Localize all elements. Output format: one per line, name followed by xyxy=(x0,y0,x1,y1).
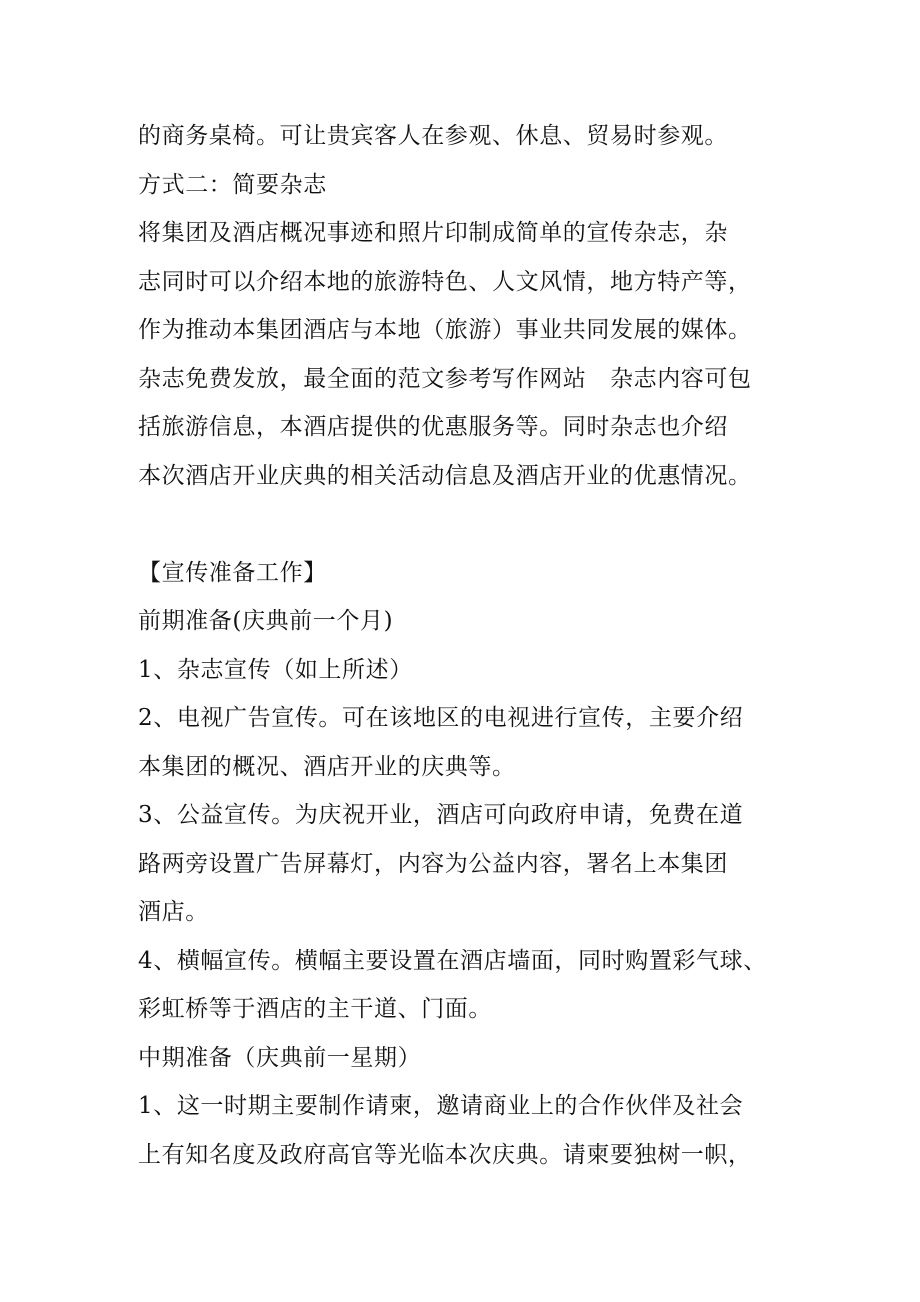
subheading-early-prep: 前期准备(庆典前一个月) xyxy=(138,608,394,634)
text-line: 本集团的概况、酒店开业的庆典等。 xyxy=(138,753,516,780)
blank-line xyxy=(138,500,798,549)
text-line: 的商务桌椅。可让贵宾客人在参观、休息、贸易时参观。 xyxy=(138,123,728,149)
list-item: 4、横幅宣传。横幅主要设置在酒店墙面，同时购置彩气球、 xyxy=(138,947,767,974)
text-line: 括旅游信息，本酒店提供的优惠服务等。同时杂志也介绍 xyxy=(138,414,728,440)
text-line: 上有知名度及政府高官等光临本次庆典。请柬要独树一帜， xyxy=(138,1141,752,1168)
section-heading-promotion-prep: 【宣传准备工作】 xyxy=(138,559,327,586)
text-line: 路两旁设置广告屏幕灯，内容为公益内容，署名上本集团 xyxy=(138,850,728,877)
text-line: 酒店。 xyxy=(138,899,209,925)
text-line: 杂志免费发放，最全面的范文参考写作网站 杂志内容可包 xyxy=(138,365,752,392)
text-line: 志同时可以介绍本地的旅游特色、人文风情，地方特产等， xyxy=(138,268,752,295)
text-line: 彩虹桥等于酒店的主干道、门面。 xyxy=(138,996,492,1022)
text-line: 作为推动本集团酒店与本地（旅游）事业共同发展的媒体。 xyxy=(138,317,752,343)
text-line: 本次酒店开业庆典的相关活动信息及酒店开业的优惠情况。 xyxy=(138,462,752,489)
list-item: 2、电视广告宣传。可在该地区的电视进行宣传，主要介绍 xyxy=(138,705,744,731)
list-item: 1、杂志宣传（如上所述） xyxy=(138,656,413,683)
list-item: 1、这一时期主要制作请柬，邀请商业上的合作伙伴及社会 xyxy=(138,1093,744,1119)
text-line: 将集团及酒店概况事迹和照片印制成简单的宣传杂志，杂 xyxy=(138,220,728,246)
section-heading-method-two: 方式二：简要杂志 xyxy=(138,171,327,198)
body-text xyxy=(138,112,798,1179)
subheading-mid-prep: 中期准备（庆典前一星期） xyxy=(138,1044,422,1071)
list-item: 3、公益宣传。为庆祝开业，酒店可向政府申请，免费在道 xyxy=(138,802,744,828)
